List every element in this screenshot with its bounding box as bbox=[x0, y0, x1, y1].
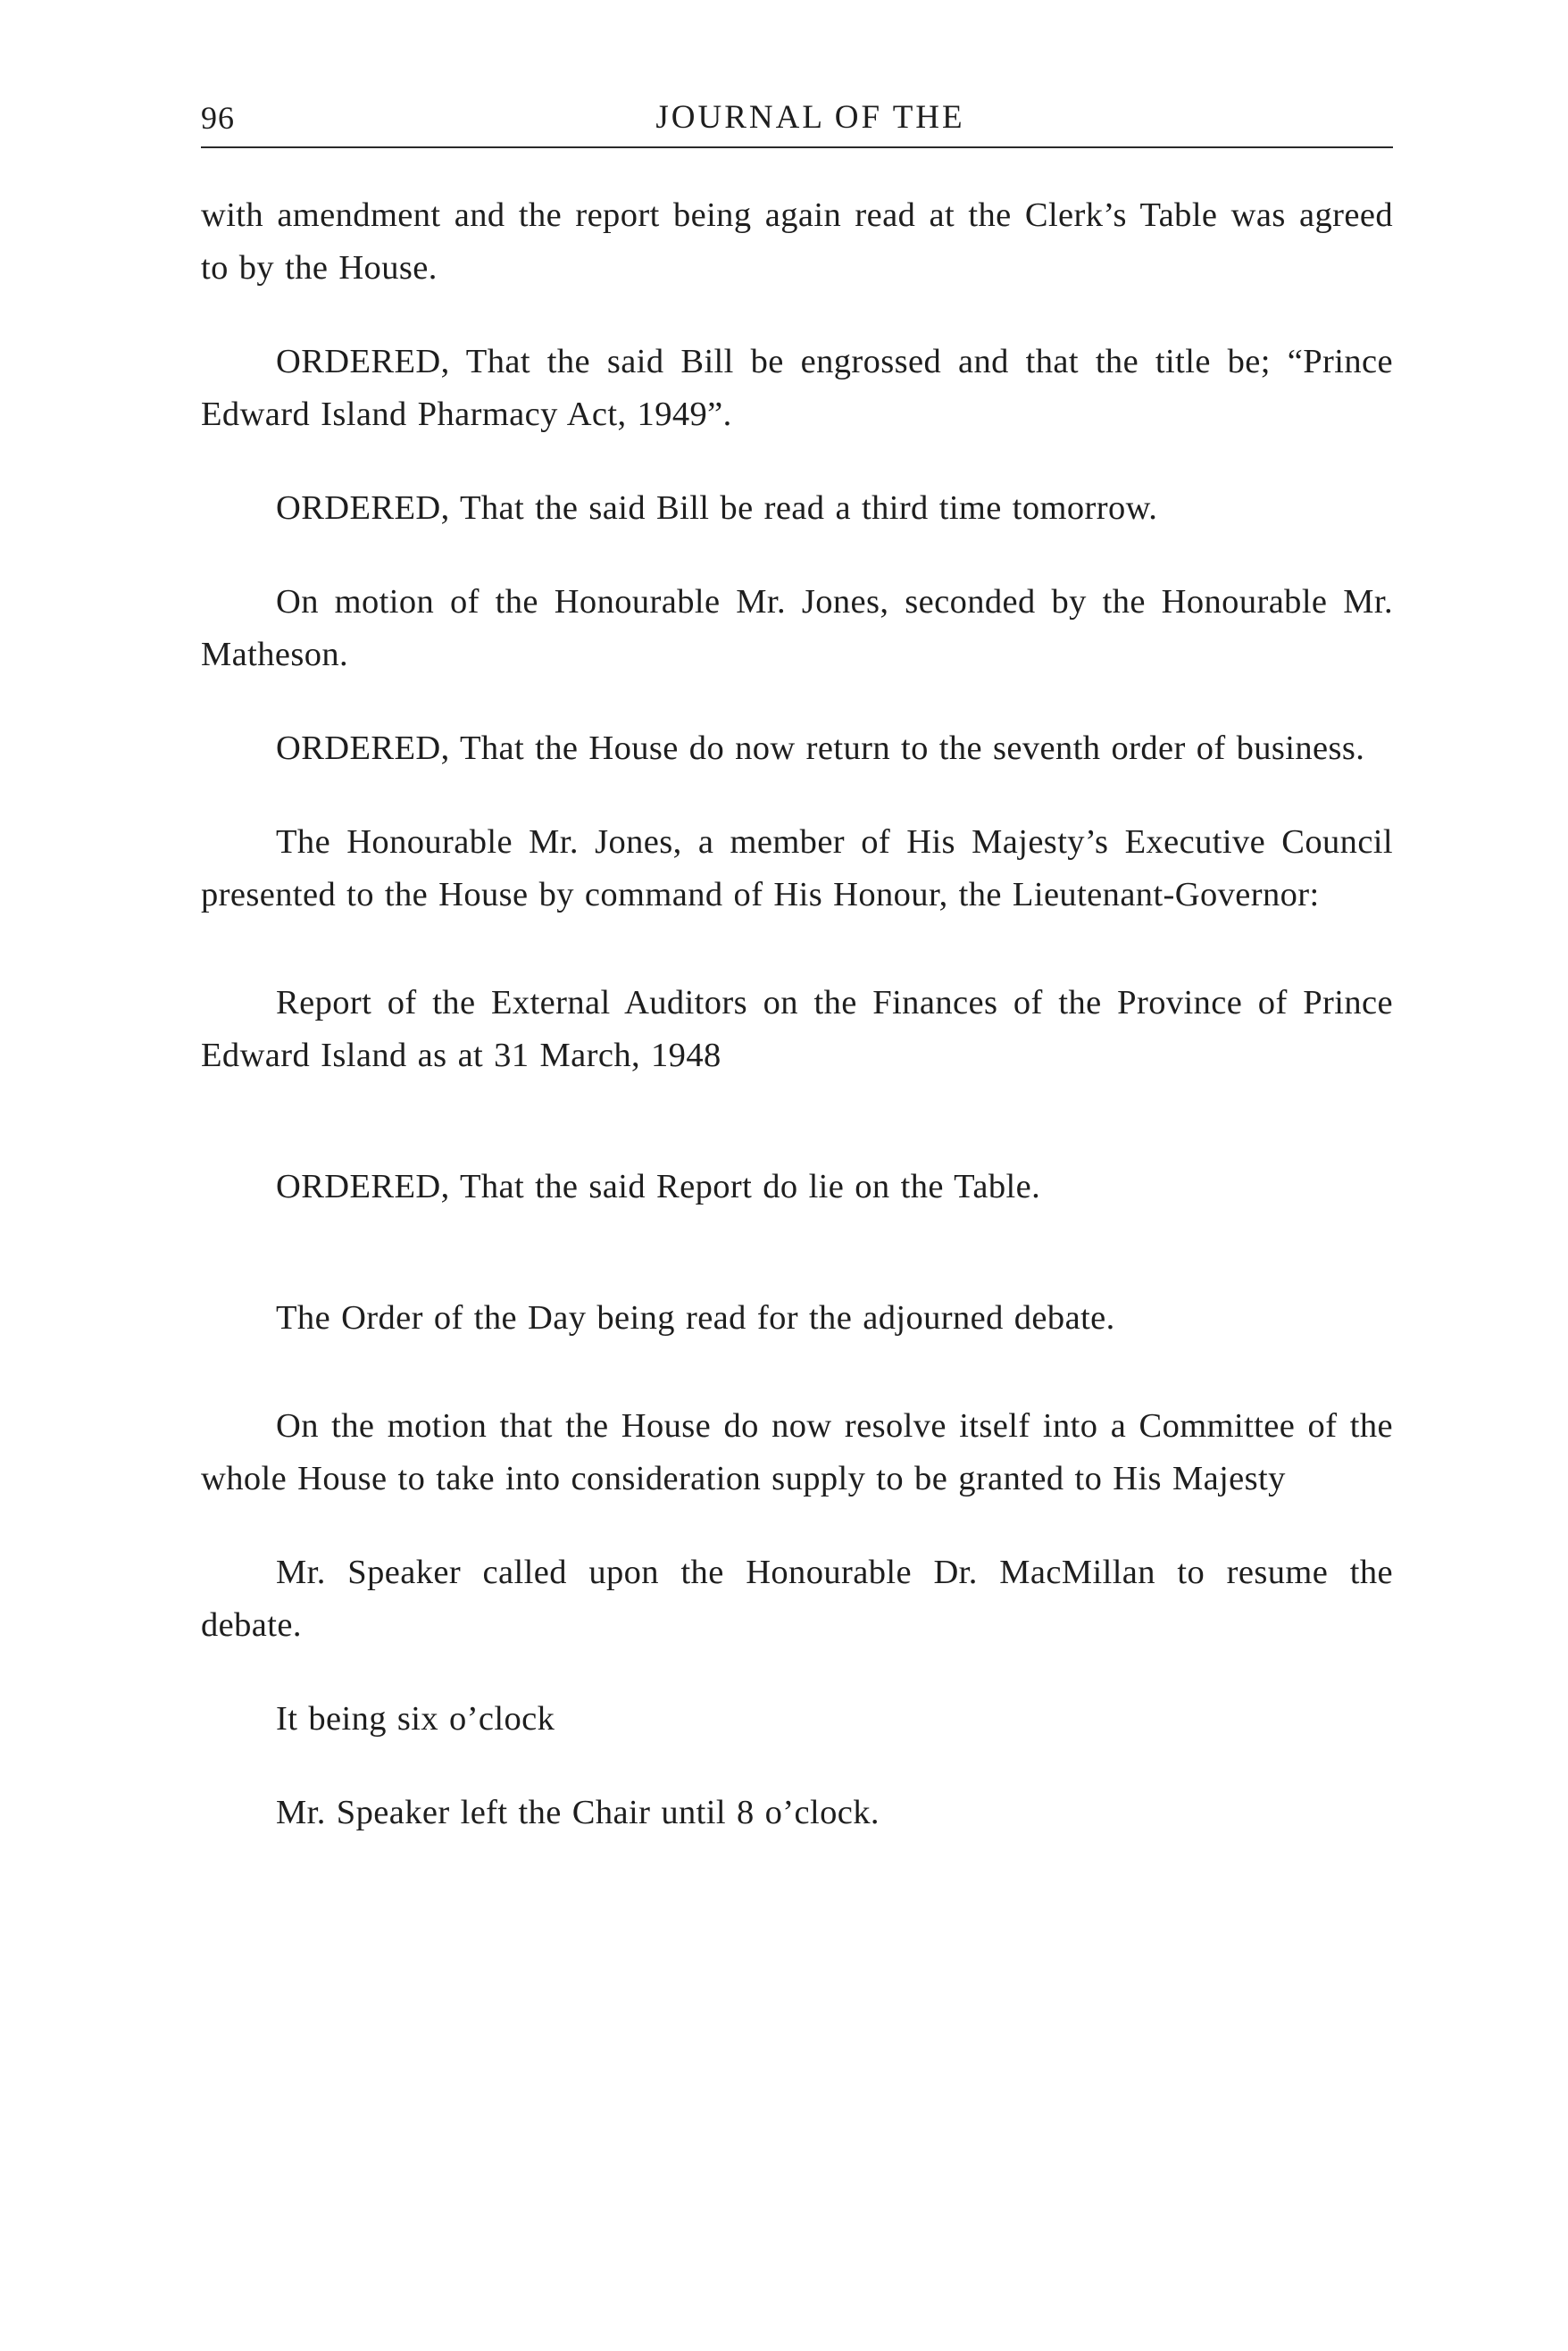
paragraph-order-engrossed: ORDERED, That the said Bill be engrossed and that the title be; “Prince Edward Island Pharmacy Act, 1949”. bbox=[201, 343, 1393, 433]
paragraph-report-title: Report of the External Auditors on the Finances of the Province of Prince Edward Island as at 31 March, 1948 bbox=[201, 984, 1393, 1074]
paragraph-six-oclock: It being six o’clock bbox=[276, 1700, 555, 1738]
paragraph-order-of-day: The Order of the Day being read for the adjourned debate. bbox=[276, 1299, 1115, 1337]
paragraph-continuation: with amendment and the report being again read at the Clerk’s Table was agreed to by the House. bbox=[201, 196, 1393, 287]
header-rule bbox=[201, 146, 1393, 148]
page-number: 96 bbox=[201, 100, 235, 136]
paragraph-speaker-left: Mr. Speaker left the Chair until 8 o’clock. bbox=[276, 1794, 880, 1831]
paragraph-order-return: ORDERED, That the House do now return to the seventh order of business. bbox=[276, 729, 1365, 767]
page-body bbox=[201, 189, 1393, 1839]
running-title: JOURNAL OF THE bbox=[655, 99, 965, 136]
page-header bbox=[201, 98, 1393, 150]
paragraph-committee-motion: On the motion that the House do now resolve itself into a Committee of the whole House to take into consideration supply to be granted to His Majesty bbox=[201, 1407, 1393, 1497]
paragraph-speaker-called: Mr. Speaker called upon the Honourable Dr. MacMillan to resume the debate. bbox=[201, 1554, 1393, 1644]
paragraph-order-third-reading: ORDERED, That the said Bill be read a third time tomorrow. bbox=[276, 489, 1158, 527]
paragraph-motion: On motion of the Honourable Mr. Jones, seconded by the Honourable Mr. Matheson. bbox=[201, 583, 1393, 673]
paragraph-presentation: The Honourable Mr. Jones, a member of His Majesty’s Executive Council presented to the House by command of His Honour, the Lieutenant-Governor: bbox=[201, 823, 1393, 913]
paragraph-order-report: ORDERED, That the said Report do lie on the Table. bbox=[276, 1168, 1041, 1205]
